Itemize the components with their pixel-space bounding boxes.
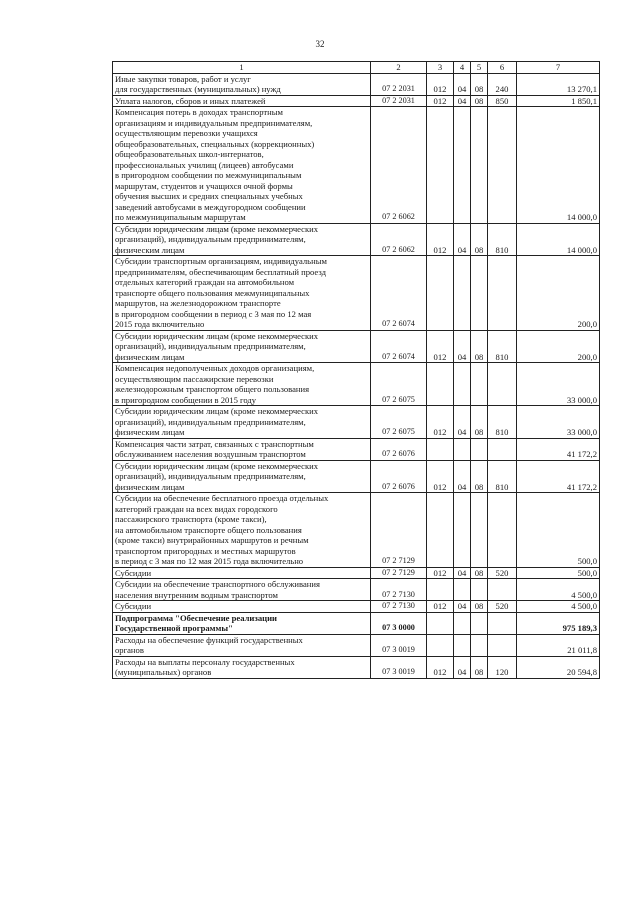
section-cell: 04: [454, 330, 471, 363]
section-cell: [454, 438, 471, 460]
budget-code-cell: 07 2 6062: [371, 223, 427, 256]
amount-cell: 20 594,8: [517, 656, 600, 678]
description-line: железнодорожным транспортом общего пользования: [115, 384, 310, 394]
column-header: 6: [488, 62, 517, 74]
ministry-code-cell: 012: [427, 567, 454, 579]
ministry-code-cell: [427, 579, 454, 601]
description-line: категорий граждан на всех видах городского: [115, 503, 278, 514]
description-cell: [113, 256, 371, 331]
section-cell: [454, 579, 471, 601]
budget-code-cell: 07 2 6074: [371, 256, 427, 331]
expense-type-cell: 520: [488, 601, 517, 613]
description-line: профессиональных училищ (лицеев) автобусами: [115, 159, 294, 170]
description-line: Субсидии транспортным организациям, индивидуальным: [115, 256, 327, 266]
ministry-code-cell: 012: [427, 601, 454, 613]
description-line: транспортом пригородных и местных маршрутов: [115, 545, 296, 556]
description-line: организациям и индивидуальным предпринимателям,: [115, 117, 313, 128]
section-cell: 04: [454, 601, 471, 613]
description-line: Субсидии юридическим лицам (кроме некоммерческих: [115, 460, 319, 471]
description-line: физическим лицам: [115, 481, 185, 492]
section-cell: 04: [454, 73, 471, 95]
budget-code-cell: 07 2 7130: [371, 579, 427, 601]
column-header: 1: [113, 62, 371, 74]
subsection-cell: [471, 612, 488, 634]
budget-code-cell: 07 2 2031: [371, 95, 427, 107]
table-row: [113, 601, 600, 613]
subsection-cell: 08: [471, 95, 488, 107]
section-cell: 04: [454, 406, 471, 439]
description-line: в пригородном сообщении в период с 3 мая по 12 мая: [115, 308, 312, 319]
description-line: в период с 3 мая по 12 мая 2015 года включительно: [115, 556, 304, 566]
table-row: [113, 256, 600, 331]
description-cell: [113, 223, 371, 256]
table-row: [113, 223, 600, 256]
budget-code-cell: 07 2 6076: [371, 460, 427, 493]
column-header: 5: [471, 62, 488, 74]
budget-code-cell: 07 2 2031: [371, 73, 427, 95]
description-line: Субсидии: [115, 601, 152, 611]
amount-cell: 41 172,2: [517, 438, 600, 460]
subsection-cell: 08: [471, 567, 488, 579]
description-line: Подпрограмма "Обеспечение реализации: [115, 612, 277, 623]
description-line: отдельных категорий граждан на автомобильном: [115, 277, 295, 287]
description-line: организаций), индивидуальным предпринимателям,: [115, 234, 306, 244]
description-line: организаций), индивидуальным предпринимателям,: [115, 341, 306, 351]
ministry-code-cell: [427, 363, 454, 406]
column-header: 2: [371, 62, 427, 74]
description-line: осуществляющим перевозки учащихся: [115, 128, 258, 138]
description-cell: [113, 330, 371, 363]
amount-cell: 975 189,3: [517, 612, 600, 634]
description-cell: [113, 656, 371, 678]
section-cell: [454, 107, 471, 224]
table-row: [113, 567, 600, 579]
subsection-cell: [471, 493, 488, 568]
description-line: физическим лицам: [115, 244, 185, 255]
ministry-code-cell: [427, 612, 454, 634]
budget-code-cell: 07 2 6075: [371, 363, 427, 406]
description-cell: [113, 95, 371, 107]
column-header: 7: [517, 62, 600, 74]
description-line: (муниципальных) органов: [115, 667, 212, 677]
description-line: Субсидии на обеспечение транспортного обслуживания: [115, 579, 320, 589]
description-line: Иные закупки товаров, работ и услуг: [115, 73, 251, 84]
description-line: Компенсация части затрат, связанных с транспортным: [115, 438, 314, 449]
section-cell: [454, 612, 471, 634]
budget-code-cell: 07 2 7129: [371, 567, 427, 579]
budget-code-cell: 07 2 6074: [371, 330, 427, 363]
amount-cell: 1 850,1: [517, 95, 600, 107]
subsection-cell: [471, 256, 488, 331]
description-cell: [113, 107, 371, 224]
table-row: [113, 95, 600, 107]
amount-cell: 13 270,1: [517, 73, 600, 95]
table-row: [113, 579, 600, 601]
table-row: [113, 107, 600, 224]
expense-type-cell: [488, 579, 517, 601]
subsection-cell: 08: [471, 223, 488, 256]
page-number: 32: [315, 39, 325, 49]
description-line: общеобразовательных школ-интернатов,: [115, 149, 264, 159]
table-row: [113, 493, 600, 568]
description-line: населения внутренним водным транспортом: [115, 589, 278, 600]
description-cell: [113, 567, 371, 579]
table-row: [113, 406, 600, 439]
description-line: физическим лицам: [115, 427, 185, 437]
description-line: Расходы на выплаты персоналу государственных: [115, 656, 295, 667]
expense-type-cell: [488, 107, 517, 224]
subsection-cell: [471, 363, 488, 406]
table-row: [113, 438, 600, 460]
description-line: на автомобильном транспорте общего пользования: [115, 524, 302, 535]
subsection-cell: 08: [471, 460, 488, 493]
expense-type-cell: 520: [488, 567, 517, 579]
description-line: Уплата налогов, сборов и иных платежей: [115, 95, 266, 106]
description-cell: [113, 579, 371, 601]
table-row: [113, 460, 600, 493]
description-line: (кроме такси) внутрирайонных маршрутов и речным: [115, 535, 309, 545]
description-cell: [113, 634, 371, 656]
description-line: предпринимателям, обеспечивающим бесплатный проезд: [115, 266, 326, 277]
section-cell: 04: [454, 567, 471, 579]
description-line: органов: [115, 645, 144, 655]
description-cell: [113, 406, 371, 439]
description-line: осуществляющим пассажирские перевозки: [115, 373, 274, 384]
budget-code-cell: 07 2 7130: [371, 601, 427, 613]
section-cell: 04: [454, 223, 471, 256]
amount-cell: 21 011,8: [517, 634, 600, 656]
description-line: Субсидии юридическим лицам (кроме некоммерческих: [115, 223, 319, 234]
ministry-code-cell: [427, 256, 454, 331]
ministry-code-cell: 012: [427, 73, 454, 95]
subsection-cell: 08: [471, 656, 488, 678]
description-line: Государственной программы": [115, 623, 233, 633]
description-line: заведений автобусами в междугородном сообщении: [115, 201, 306, 212]
budget-code-cell: 07 2 7129: [371, 493, 427, 568]
column-header: 3: [427, 62, 454, 74]
budget-code-cell: 07 2 6062: [371, 107, 427, 224]
description-line: обслуживанием населения воздушным транспортом: [115, 449, 306, 459]
ministry-code-cell: [427, 107, 454, 224]
amount-cell: 200,0: [517, 330, 600, 363]
description-line: транспорте общего пользования межмуниципальных: [115, 287, 310, 298]
section-cell: [454, 634, 471, 656]
expense-type-cell: 850: [488, 95, 517, 107]
description-line: Субсидии юридическим лицам (кроме некоммерческих: [115, 406, 319, 416]
expense-type-cell: 120: [488, 656, 517, 678]
ministry-code-cell: 012: [427, 223, 454, 256]
expense-type-cell: 810: [488, 223, 517, 256]
expense-type-cell: [488, 634, 517, 656]
description-line: физическим лицам: [115, 351, 185, 362]
ministry-code-cell: [427, 438, 454, 460]
budget-code-cell: 07 3 0019: [371, 634, 427, 656]
description-cell: [113, 493, 371, 568]
expense-type-cell: 810: [488, 330, 517, 363]
expense-type-cell: [488, 493, 517, 568]
section-cell: [454, 256, 471, 331]
table-row: [113, 73, 600, 95]
expense-type-cell: [488, 438, 517, 460]
amount-cell: 500,0: [517, 567, 600, 579]
subsection-cell: [471, 107, 488, 224]
description-line: пассажирского транспорта (кроме такси),: [115, 514, 267, 524]
budget-code-cell: 07 3 0019: [371, 656, 427, 678]
table-header-row: [113, 62, 600, 74]
description-cell: [113, 438, 371, 460]
column-header: 4: [454, 62, 471, 74]
ministry-code-cell: [427, 493, 454, 568]
table-row: [113, 363, 600, 406]
amount-cell: 41 172,2: [517, 460, 600, 493]
amount-cell: 33 000,0: [517, 363, 600, 406]
description-line: Расходы на обеспечение функций государственных: [115, 634, 303, 645]
amount-cell: 14 000,0: [517, 223, 600, 256]
description-line: в пригородном сообщении по межмуниципальным: [115, 170, 302, 180]
expense-type-cell: [488, 363, 517, 406]
description-cell: [113, 460, 371, 493]
subsection-cell: 08: [471, 601, 488, 613]
budget-code-cell: 07 2 6075: [371, 406, 427, 439]
expense-type-cell: 810: [488, 406, 517, 439]
expense-type-cell: 810: [488, 460, 517, 493]
amount-cell: 14 000,0: [517, 107, 600, 224]
description-line: Компенсация потерь в доходах транспортным: [115, 107, 283, 117]
ministry-code-cell: 012: [427, 95, 454, 107]
amount-cell: 500,0: [517, 493, 600, 568]
description-line: Субсидии юридическим лицам (кроме некоммерческих: [115, 330, 319, 341]
subsection-cell: [471, 579, 488, 601]
description-line: 2015 года включительно: [115, 319, 205, 329]
table-row: [113, 656, 600, 678]
amount-cell: 200,0: [517, 256, 600, 331]
description-line: Компенсация недополученных доходов организациям,: [115, 363, 315, 373]
table-row: [113, 612, 600, 634]
expense-type-cell: [488, 256, 517, 331]
section-cell: [454, 493, 471, 568]
amount-cell: 33 000,0: [517, 406, 600, 439]
description-line: обучения высших и средних специальных учебных: [115, 191, 303, 201]
expense-type-cell: 240: [488, 73, 517, 95]
description-line: маршрутам, студентов и учащихся очной формы: [115, 180, 293, 191]
budget-code-cell: 07 2 6076: [371, 438, 427, 460]
ministry-code-cell: 012: [427, 330, 454, 363]
subsection-cell: [471, 634, 488, 656]
subsection-cell: 08: [471, 330, 488, 363]
table-row: [113, 330, 600, 363]
subsection-cell: 08: [471, 406, 488, 439]
section-cell: 04: [454, 460, 471, 493]
amount-cell: 4 500,0: [517, 579, 600, 601]
subsection-cell: 08: [471, 73, 488, 95]
description-line: для государственных (муниципальных) нужд: [115, 84, 281, 94]
subsection-cell: [471, 438, 488, 460]
description-line: общеобразовательных, специальных (коррекционных): [115, 138, 315, 149]
ministry-code-cell: 012: [427, 460, 454, 493]
expense-type-cell: [488, 612, 517, 634]
section-cell: 04: [454, 95, 471, 107]
description-line: в пригородном сообщении в 2015 году: [115, 394, 257, 405]
description-line: организаций), индивидуальным предпринимателям,: [115, 471, 306, 481]
section-cell: 04: [454, 656, 471, 678]
amount-cell: 4 500,0: [517, 601, 600, 613]
description-line: маршрутов, на железнодорожном транспорте: [115, 298, 281, 308]
description-cell: [113, 363, 371, 406]
description-cell: [113, 601, 371, 613]
description-line: Субсидии: [115, 567, 152, 578]
description-line: Субсидии на обеспечение бесплатного проезда отдельных: [115, 493, 329, 503]
description-line: по межмуниципальным маршрутам: [115, 212, 246, 222]
ministry-code-cell: [427, 634, 454, 656]
section-cell: [454, 363, 471, 406]
ministry-code-cell: 012: [427, 406, 454, 439]
table-row: [113, 634, 600, 656]
budget-code-cell: 07 3 0000: [371, 612, 427, 634]
description-cell: [113, 73, 371, 95]
description-cell: [113, 612, 371, 634]
ministry-code-cell: 012: [427, 656, 454, 678]
budget-table: [112, 61, 600, 679]
description-line: организаций), индивидуальным предпринимателям,: [115, 416, 306, 427]
